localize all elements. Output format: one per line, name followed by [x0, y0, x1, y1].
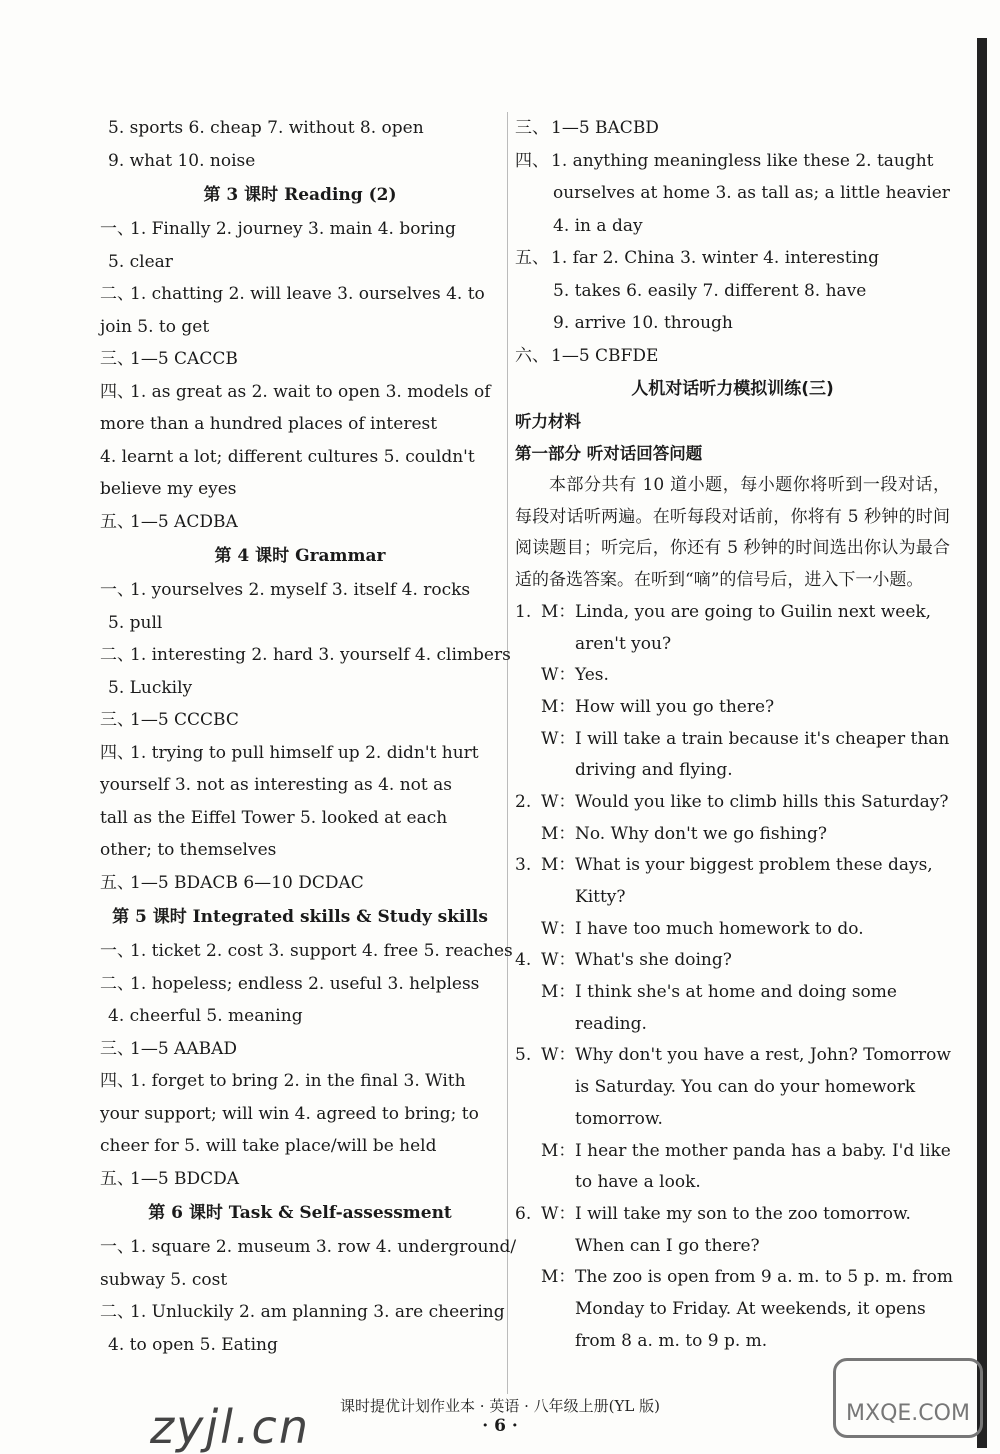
- section-marker: 一、: [100, 580, 134, 600]
- dialog-text: I hear the mother panda has a baby. I'd like: [575, 1140, 951, 1161]
- answer-text: 5. pull: [108, 612, 163, 633]
- column-divider: [507, 112, 508, 1394]
- answer-line: [515, 145, 950, 178]
- speaker-label: W：: [541, 1203, 576, 1224]
- dialog-text: driving and flying.: [575, 760, 733, 781]
- answer-text: 1—5 ACDBA: [130, 511, 238, 532]
- answer-line: [100, 246, 500, 279]
- answer-line: [100, 278, 500, 311]
- speaker-label: M：: [541, 601, 576, 622]
- dialog-line: [515, 1072, 950, 1104]
- question-number: 5.: [515, 1045, 532, 1066]
- answer-line: [100, 506, 500, 539]
- page-footer: 课时提优计划作业本 · 英语 · 八年级上册(YL 版): [340, 1397, 660, 1415]
- answer-text: ourselves at home 3. as tall as; a little heavier: [553, 183, 950, 203]
- part-one-label: 第一部分 听对话回答问题: [515, 444, 703, 463]
- watermark-zyjl: zyjl.cn: [150, 1400, 310, 1454]
- answer-text: 1. as great as 2. wait to open 3. models of: [130, 381, 491, 402]
- answer-line: [515, 275, 950, 308]
- answer-text: 1. yourselves 2. myself 3. itself 4. rocks: [130, 580, 471, 600]
- dialog-line: [515, 1231, 950, 1263]
- dialog-text: The zoo is open from 9 a. m. to 5 p. m. from: [575, 1267, 954, 1288]
- section-marker: 四、: [100, 742, 134, 763]
- speaker-label: M：: [541, 855, 576, 876]
- answer-line: [100, 145, 500, 178]
- answer-line: [100, 769, 500, 802]
- answer-line: [100, 1264, 500, 1297]
- answer-line: [100, 672, 500, 705]
- dialog-text: What is your biggest problem these days,: [575, 855, 933, 876]
- dialog-text: to have a look.: [575, 1172, 701, 1193]
- answer-line: [100, 112, 500, 145]
- answer-text: 4. in a day: [553, 215, 643, 236]
- page-edge-bar: [977, 38, 987, 1448]
- speaker-label: M：: [541, 823, 576, 844]
- answer-line: [100, 968, 500, 1001]
- answer-line: [100, 1065, 500, 1098]
- answer-line: [515, 340, 950, 373]
- instructions-paragraph: 本部分共有 10 道小题，每小题你将听到一段对话，每段对话听两遍。在听每段对话前，你将有 5 秒钟的时间阅读题目；听完后，你还有 5 秒钟的时间选出你认为最合适的备选答案。在听到“嘀”的信号后，进入下一小题。: [515, 475, 950, 591]
- answer-line: [100, 376, 500, 409]
- dialog-line: [515, 945, 950, 977]
- training-title: 人机对话听力模拟训练(三): [631, 379, 834, 399]
- section-marker: 六、: [515, 345, 549, 366]
- answer-text: 1. hopeless; endless 2. useful 3. helpless: [130, 973, 480, 994]
- dialog-text: from 8 a. m. to 9 p. m.: [575, 1330, 768, 1351]
- answer-line: [100, 607, 500, 640]
- dialog-line: [515, 1167, 950, 1199]
- answer-text: 1. anything meaningless like these 2. taught: [551, 150, 934, 171]
- speaker-label: W：: [541, 791, 576, 812]
- answer-text: 1. chatting 2. will leave 3. ourselves 4. to: [130, 284, 485, 304]
- dialog-line: [515, 787, 950, 819]
- answer-line: [100, 1098, 500, 1131]
- section-marker: 三、: [100, 349, 134, 369]
- answer-text: 1—5 CACCB: [130, 349, 238, 369]
- dialog-text: is Saturday. You can do your homework: [575, 1077, 916, 1098]
- section-marker: 五、: [515, 248, 549, 268]
- answer-text: 5. sports 6. cheap 7. without 8. open: [108, 118, 424, 138]
- answer-text: join 5. to get: [100, 316, 210, 337]
- lesson-heading: 第 3 课时 Reading (2): [203, 185, 397, 205]
- section-marker: 一、: [100, 219, 134, 239]
- answer-line: [100, 834, 500, 867]
- answer-text: subway 5. cost: [100, 1269, 228, 1290]
- section-marker: 二、: [100, 973, 134, 994]
- answer-text: 1. forget to bring 2. in the final 3. With: [130, 1071, 466, 1091]
- section-marker: 四、: [100, 1071, 134, 1091]
- answer-text: 4. cheerful 5. meaning: [108, 1006, 303, 1026]
- answer-line: [100, 1329, 500, 1362]
- answer-text: 4. to open 5. Eating: [108, 1334, 278, 1355]
- question-number: 6.: [515, 1203, 532, 1224]
- answer-text: 5. Luckily: [108, 677, 193, 698]
- answer-text: 1—5 AABAD: [130, 1038, 237, 1059]
- answer-text: 1. far 2. China 3. winter 4. interesting: [551, 248, 879, 268]
- material-label: 听力材料: [515, 412, 581, 431]
- answer-line: [100, 802, 500, 835]
- answer-text: 1—5 CBFDE: [551, 345, 659, 366]
- answer-text: yourself 3. not as interesting as 4. not as: [100, 775, 452, 795]
- answer-line: [100, 704, 500, 737]
- answer-line: [515, 112, 950, 145]
- answer-text: 5. takes 6. easily 7. different 8. have: [553, 280, 867, 301]
- answer-line: [100, 639, 511, 672]
- dialog-text: Would you like to climb hills this Saturday?: [575, 791, 949, 812]
- answer-line: [100, 441, 500, 474]
- answer-line: [100, 1163, 500, 1196]
- dialog-line: [515, 850, 950, 882]
- answer-line: [100, 343, 500, 376]
- answer-text: 1. interesting 2. hard 3. yourself 4. climbers: [130, 645, 511, 665]
- section-marker: 四、: [100, 381, 134, 402]
- answer-line: [100, 213, 500, 246]
- answer-line: [100, 408, 500, 441]
- answer-line: [515, 177, 950, 210]
- section-marker: 三、: [515, 118, 549, 138]
- speaker-label: W：: [541, 728, 576, 749]
- answer-text: 1. Unluckily 2. am planning 3. are cheering: [130, 1302, 505, 1322]
- section-marker: 一、: [100, 1237, 134, 1257]
- dialog-text: I will take my son to the zoo tomorrow.: [575, 1203, 911, 1224]
- answer-line: [100, 867, 500, 900]
- answer-text: 1. ticket 2. cost 3. support 4. free 5. reaches: [130, 941, 513, 961]
- dialog-line: [515, 724, 950, 756]
- answer-text: 5. clear: [108, 251, 173, 272]
- dialog-text: reading.: [575, 1013, 647, 1034]
- dialog-line: [515, 660, 950, 692]
- section-marker: 四、: [515, 150, 549, 171]
- dialog-line: [515, 1104, 950, 1136]
- question-number: 3.: [515, 855, 532, 876]
- answer-text: tall as the Eiffel Tower 5. looked at each: [100, 807, 448, 828]
- answer-text: cheer for 5. will take place/will be held: [100, 1136, 437, 1156]
- dialog-line: [515, 1294, 950, 1326]
- dialog-text: What's she doing?: [575, 950, 732, 971]
- section-marker: 五、: [100, 872, 134, 893]
- dialog-text: When can I go there?: [575, 1235, 760, 1256]
- dialog-line: [515, 629, 950, 661]
- answer-line: [515, 210, 950, 243]
- dialog-line: [515, 819, 950, 851]
- dialog-line: [515, 1262, 954, 1294]
- dialog-text: Linda, you are going to Guilin next week,: [575, 601, 932, 622]
- right-column: [515, 112, 954, 1357]
- answer-text: 1—5 BACBD: [551, 118, 659, 138]
- dialog-text: Monday to Friday. At weekends, it opens: [575, 1298, 926, 1319]
- answer-line: [100, 1000, 500, 1033]
- speaker-label: W：: [541, 665, 576, 686]
- answer-line: [100, 1296, 505, 1329]
- section-marker: 一、: [100, 941, 134, 961]
- speaker-label: W：: [541, 1045, 576, 1066]
- dialog-line: [515, 692, 950, 724]
- answer-line: [100, 574, 500, 607]
- answer-text: your support; will win 4. agreed to bring; to: [100, 1103, 479, 1124]
- answer-line: [515, 242, 950, 275]
- answer-line: [100, 473, 500, 506]
- lesson-heading: 第 4 课时 Grammar: [214, 546, 386, 566]
- dialog-text: I will take a train because it's cheaper than: [575, 728, 950, 749]
- answer-text: 1. Finally 2. journey 3. main 4. boring: [130, 219, 456, 239]
- answer-text: 1. square 2. museum 3. row 4. underground/: [130, 1237, 517, 1257]
- dialog-text: How will you go there?: [575, 696, 775, 717]
- dialog-line: [515, 977, 950, 1009]
- answer-text: believe my eyes: [100, 479, 237, 499]
- dialog-line: [515, 1199, 950, 1231]
- speaker-label: M：: [541, 982, 576, 1003]
- answer-text: 1—5 BDACB 6—10 DCDAC: [130, 872, 364, 893]
- answer-line: [100, 1231, 517, 1264]
- page-number: · 6 ·: [482, 1416, 518, 1436]
- answer-text: 1—5 BDCDA: [130, 1168, 240, 1189]
- dialog-text: No. Why don't we go fishing?: [575, 823, 827, 844]
- answer-text: 9. what 10. noise: [108, 150, 256, 171]
- dialog-text: Kitty?: [575, 887, 626, 907]
- answer-text: 1. trying to pull himself up 2. didn't hurt: [130, 742, 479, 763]
- lesson-heading: 第 6 课时 Task & Self-assessment: [148, 1203, 452, 1223]
- answer-text: 1—5 CCCBC: [130, 710, 239, 730]
- watermark-mxqe: MXQE.COM: [833, 1358, 983, 1438]
- question-number: 1.: [515, 601, 532, 622]
- dialog-line: [515, 1009, 950, 1041]
- dialog-line: [515, 914, 950, 946]
- section-marker: 二、: [100, 284, 134, 304]
- lesson-heading: 第 5 课时 Integrated skills & Study skills: [112, 907, 488, 927]
- dialog-text: I have too much homework to do.: [575, 918, 864, 939]
- dialog-text: aren't you?: [575, 633, 672, 654]
- section-marker: 五、: [100, 511, 134, 532]
- dialog-line: [515, 597, 950, 629]
- section-marker: 二、: [100, 1302, 134, 1322]
- dialog-text: tomorrow.: [575, 1108, 663, 1129]
- speaker-label: M：: [541, 1267, 576, 1288]
- dialog-line: [515, 1326, 950, 1358]
- answer-text: 4. learnt a lot; different cultures 5. couldn't: [100, 446, 475, 467]
- speaker-label: W：: [541, 918, 576, 939]
- section-marker: 二、: [100, 645, 134, 665]
- section-marker: 三、: [100, 1038, 134, 1059]
- answer-text: other; to themselves: [100, 840, 277, 860]
- dialog-text: Yes.: [575, 665, 609, 686]
- answer-line: [100, 935, 513, 968]
- speaker-label: M：: [541, 1140, 576, 1161]
- answer-text: 9. arrive 10. through: [553, 313, 733, 333]
- dialog-line: [515, 1136, 950, 1168]
- answer-line: [100, 737, 500, 770]
- dialog-line: [515, 882, 950, 914]
- answer-line: [100, 1130, 500, 1163]
- speaker-label: M：: [541, 696, 576, 717]
- section-marker: 五、: [100, 1168, 134, 1189]
- dialog-line: [515, 1040, 950, 1072]
- answer-line: [100, 311, 500, 344]
- answer-text: more than a hundred places of interest: [100, 414, 438, 434]
- question-number: 2.: [515, 791, 532, 812]
- answer-line: [100, 1033, 500, 1066]
- answer-line: [515, 307, 950, 340]
- speaker-label: W：: [541, 950, 576, 971]
- question-number: 4.: [515, 950, 532, 971]
- dialog-line: [515, 755, 950, 787]
- dialog-text: Why don't you have a rest, John? Tomorrow: [575, 1045, 951, 1066]
- dialog-text: I think she's at home and doing some: [575, 982, 897, 1003]
- section-marker: 三、: [100, 710, 134, 730]
- left-column: [100, 112, 517, 1361]
